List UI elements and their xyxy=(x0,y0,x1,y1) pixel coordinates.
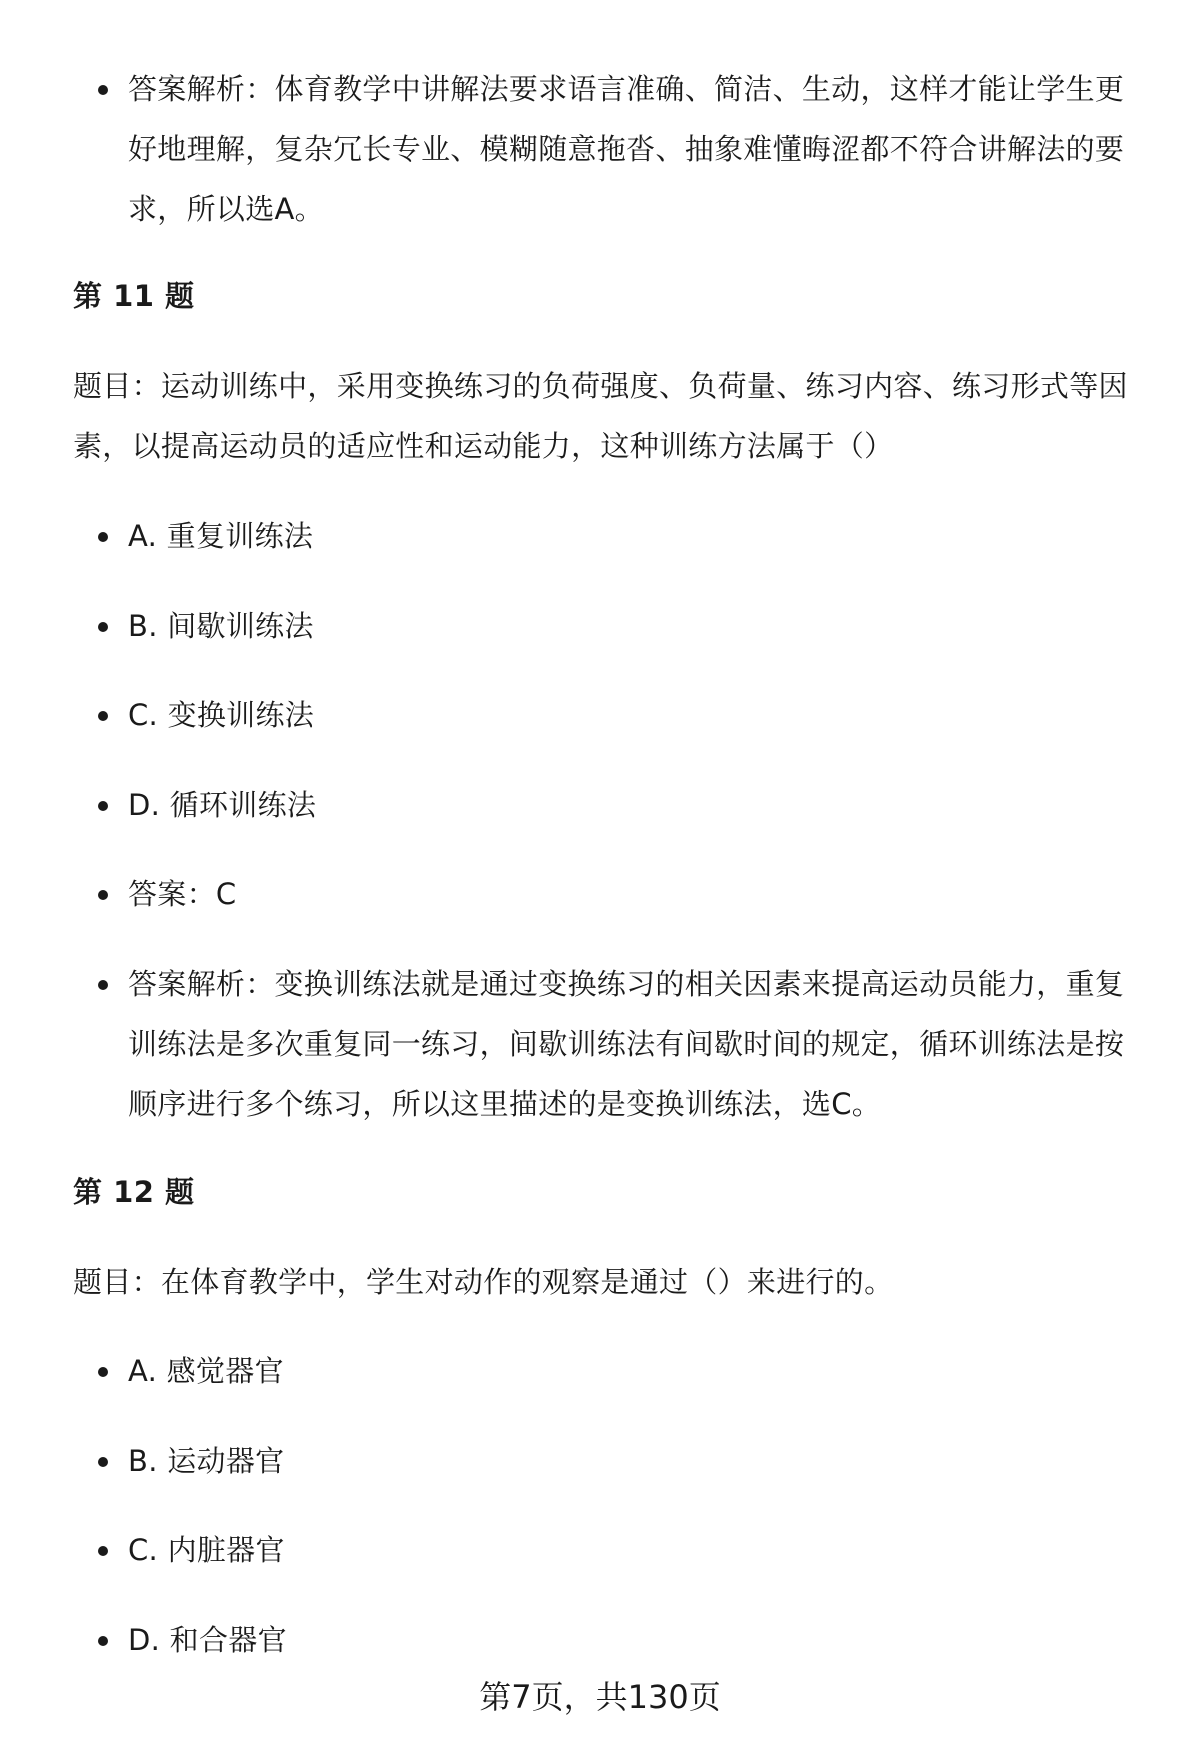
q11-option-c: C. 变换训练法 xyxy=(128,685,1153,745)
q12-heading: 第 12 题 xyxy=(73,1175,195,1209)
q11-question: 题目：运动训练中，采用变换练习的负荷强度、负荷量、练习内容、练习形式等因素，以提高运动员的适应性和运动能力，这种训练方法属于（） xyxy=(73,369,1128,463)
q12-option-a: A. 感觉器官 xyxy=(128,1341,1153,1401)
q11-option-d: D. 循环训练法 xyxy=(128,775,1153,835)
q12-option-b: B. 运动器官 xyxy=(128,1431,1153,1491)
q12-option-d: D. 和合器官 xyxy=(128,1610,1153,1670)
page-footer: 第7页，共130页 xyxy=(479,1678,721,1716)
q10-analysis: 答案解析：体育教学中讲解法要求语言准确、简洁、生动，这样才能让学生更好地理解，复杂冗长专业、模糊随意拖沓、抽象难懂晦涩都不符合讲解法的要求，所以选A。 xyxy=(128,59,1153,239)
q11-answer: 答案：C xyxy=(128,864,1153,924)
q12-question: 题目：在体育教学中，学生对动作的观察是通过（）来进行的。 xyxy=(73,1265,894,1299)
q11-analysis: 答案解析：变换训练法就是通过变换练习的相关因素来提高运动员能力，重复训练法是多次重复同一练习，间歇训练法有间歇时间的规定，循环训练法是按顺序进行多个练习，所以这里描述的是变换训练法，选C。 xyxy=(128,954,1153,1134)
q11-heading: 第 11 题 xyxy=(73,279,195,313)
q11-option-a: A. 重复训练法 xyxy=(128,506,1153,566)
q12-option-c: C. 内脏器官 xyxy=(128,1520,1153,1580)
q11-option-b: B. 间歇训练法 xyxy=(128,596,1153,656)
